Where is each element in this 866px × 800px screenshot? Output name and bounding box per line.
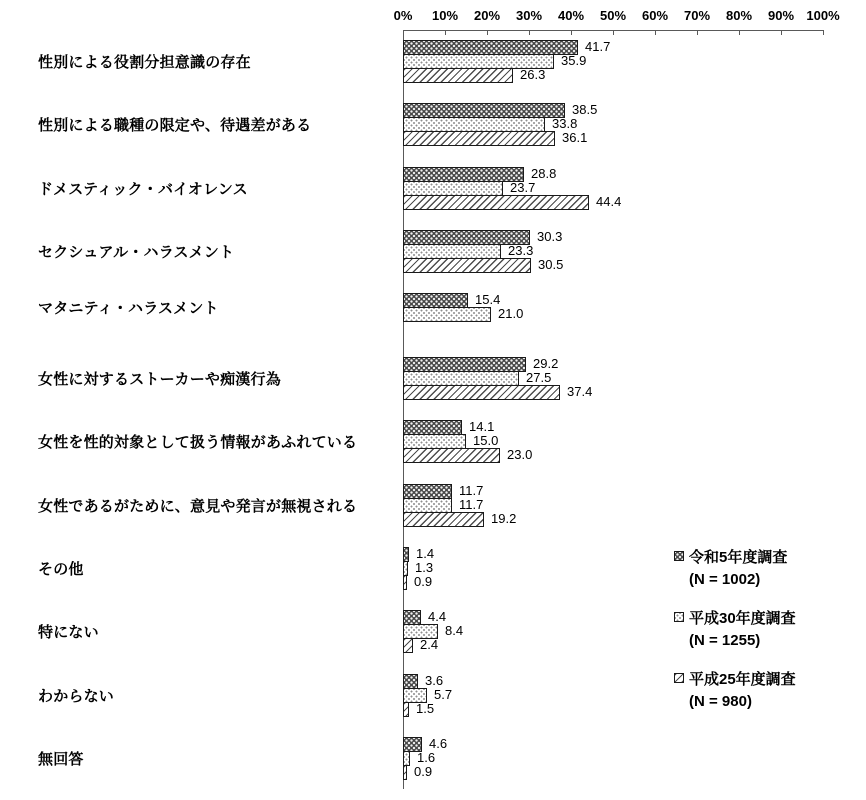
value-label: 0.9 (414, 574, 433, 589)
bar (403, 68, 513, 83)
legend-item (674, 667, 796, 715)
category-label: 特にない (38, 623, 99, 641)
legend (674, 545, 796, 728)
bar (403, 610, 421, 625)
value-label: 1.6 (417, 750, 436, 765)
value-label: 1.4 (416, 546, 435, 561)
category-label: マタニティ・ハラスメント (38, 299, 219, 317)
legend-item-row (674, 545, 796, 567)
bar (403, 484, 452, 499)
value-label: 21.0 (498, 306, 524, 321)
legend-swatch-icon (674, 551, 684, 561)
legend-item-row (674, 667, 796, 689)
x-axis-tick-label: 40% (557, 8, 585, 23)
bar (403, 371, 519, 386)
value-label: 4.6 (429, 736, 448, 751)
bar (403, 575, 407, 590)
value-label: 29.2 (533, 356, 559, 371)
legend-sample-size: (N = 980) (689, 693, 752, 710)
value-label: 44.4 (596, 194, 622, 209)
bar (403, 167, 524, 182)
category-label: セクシュアル・ハラスメント (38, 243, 235, 261)
bar (403, 765, 407, 780)
x-axis-tick-label: 50% (599, 8, 627, 23)
category-label: 女性を性的対象として扱う情報があふれている (38, 433, 358, 451)
bar (403, 434, 466, 449)
bar (403, 103, 565, 118)
bar (403, 420, 462, 435)
category-label: わからない (38, 687, 115, 705)
value-label: 14.1 (469, 419, 495, 434)
x-axis-tick-label: 20% (473, 8, 501, 23)
value-label: 11.7 (459, 483, 484, 498)
bar (403, 131, 555, 146)
x-axis-tick-label: 100% (806, 8, 840, 23)
x-axis-tick-label: 80% (725, 8, 753, 23)
x-axis-tick-label: 60% (641, 8, 669, 23)
x-axis-tick-mark (823, 30, 824, 35)
value-label: 33.8 (552, 116, 578, 131)
bar (403, 244, 501, 259)
bar (403, 512, 484, 527)
value-label: 1.3 (415, 560, 434, 575)
x-axis-tick-label: 0% (393, 8, 413, 23)
x-axis-tick-mark (445, 30, 446, 35)
value-label: 3.6 (425, 673, 444, 688)
value-label: 41.7 (585, 39, 611, 54)
value-label: 8.4 (445, 623, 464, 638)
value-label: 23.0 (507, 447, 533, 462)
legend-label: 平成30年度調査 (689, 609, 796, 627)
value-label: 30.3 (537, 229, 563, 244)
value-label: 30.5 (538, 257, 564, 272)
bar (403, 498, 452, 513)
value-label: 1.5 (416, 701, 435, 716)
bar (403, 181, 503, 196)
category-label: 性別による職種の限定や、待遇差がある (38, 116, 312, 134)
category-label: ドメスティック・バイオレンス (38, 180, 248, 198)
x-axis-tick-mark (613, 30, 614, 35)
bar (403, 40, 578, 55)
category-label: その他 (38, 560, 84, 578)
value-label: 36.1 (562, 130, 588, 145)
bar (403, 448, 500, 463)
bar (403, 117, 545, 132)
legend-label: 平成25年度調査 (689, 670, 796, 688)
x-axis-tick-mark (571, 30, 572, 35)
value-label: 5.7 (434, 687, 453, 702)
value-label: 0.9 (414, 764, 433, 779)
bar (403, 385, 560, 400)
bar (403, 293, 468, 308)
value-label: 23.3 (508, 243, 534, 258)
category-label: 無回答 (38, 750, 84, 768)
legend-swatch-icon (674, 673, 684, 683)
x-axis-tick-mark (739, 30, 740, 35)
value-label: 15.0 (473, 433, 499, 448)
legend-item (674, 545, 796, 593)
value-label: 2.4 (420, 637, 439, 652)
bar (403, 561, 408, 576)
legend-sample-size: (N = 1002) (689, 571, 761, 588)
category-label: 女性に対するストーカーや痴漢行為 (38, 370, 281, 388)
category-label: 女性であるがために、意見や発言が無視される (38, 497, 358, 515)
x-axis-tick-label: 10% (431, 8, 459, 23)
value-label: 27.5 (526, 370, 552, 385)
legend-item-row (674, 606, 796, 628)
x-axis-tick-mark (781, 30, 782, 35)
value-label: 19.2 (491, 511, 517, 526)
bar (403, 547, 409, 562)
category-label: 性別による役割分担意識の存在 (38, 53, 251, 71)
bar (403, 751, 410, 766)
value-label: 15.4 (475, 292, 501, 307)
value-label: 35.9 (561, 53, 587, 68)
x-axis-tick-label: 30% (515, 8, 543, 23)
x-axis-tick-mark (529, 30, 530, 35)
bar (403, 702, 409, 717)
value-label: 28.8 (531, 166, 557, 181)
legend-sample-size: (N = 1255) (689, 632, 761, 649)
x-axis-tick-mark (697, 30, 698, 35)
x-axis-tick-label: 90% (767, 8, 795, 23)
bar (403, 195, 589, 210)
value-label: 38.5 (572, 102, 598, 117)
bar (403, 307, 491, 322)
value-label: 37.4 (567, 384, 593, 399)
legend-swatch-icon (674, 612, 684, 622)
x-axis-tick-mark (655, 30, 656, 35)
x-axis-tick-label: 70% (683, 8, 711, 23)
value-label: 26.3 (520, 67, 546, 82)
bar (403, 357, 526, 372)
x-axis-tick-mark (487, 30, 488, 35)
value-label: 23.7 (510, 180, 536, 195)
value-label: 11.7 (459, 497, 484, 512)
bar (403, 638, 413, 653)
bar (403, 258, 531, 273)
bar (403, 674, 418, 689)
x-axis-tick-mark (403, 30, 404, 35)
legend-item (674, 606, 796, 654)
legend-label: 令和5年度調査 (689, 548, 788, 566)
value-label: 4.4 (428, 609, 447, 624)
